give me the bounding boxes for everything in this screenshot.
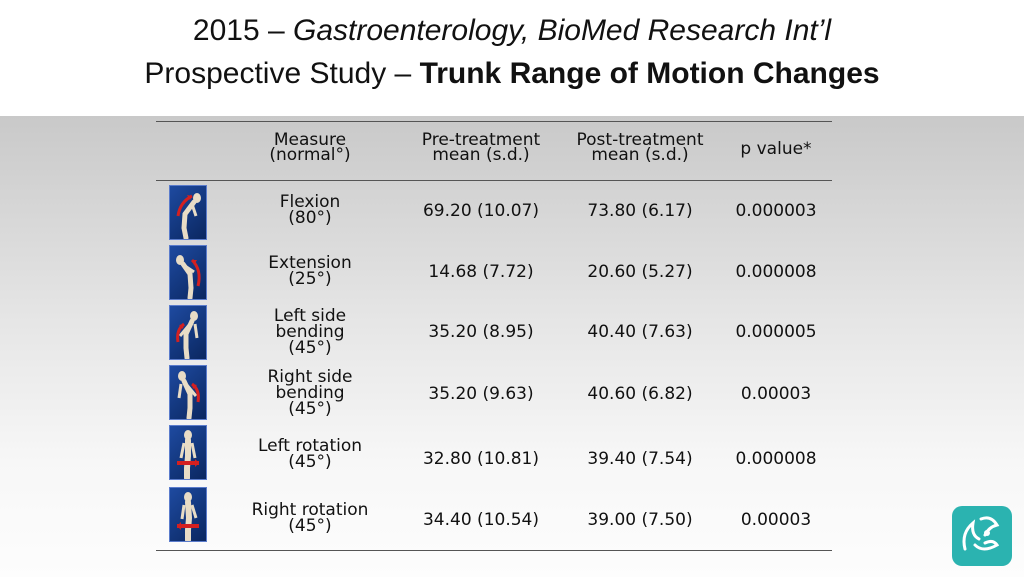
row-2-p: 0.000008 xyxy=(735,262,817,282)
table-bottom-rule xyxy=(156,550,832,551)
row-2-measure: Extension (25°) xyxy=(268,253,352,289)
row-3-p: 0.000005 xyxy=(735,322,817,342)
row-4-measure: Right side bending (45°) xyxy=(267,367,353,419)
title-band xyxy=(0,0,1024,116)
results-table xyxy=(156,121,832,551)
row-5-post: 39.40 (7.54) xyxy=(587,449,693,469)
row-1-post: 73.80 (6.17) xyxy=(587,201,693,221)
row-5-measure: Left rotation (45°) xyxy=(257,436,363,472)
row-6-pre: 34.40 (10.54) xyxy=(422,510,539,530)
row-1-pre: 69.20 (10.07) xyxy=(422,201,539,221)
brand-logo-icon xyxy=(951,505,1013,567)
right-side-bending-figure-icon xyxy=(169,365,207,420)
row-6-post: 39.00 (7.50) xyxy=(587,510,693,530)
row-6-p: 0.00003 xyxy=(740,510,812,530)
row-4-post: 40.60 (6.82) xyxy=(587,384,693,404)
row-4-p: 0.00003 xyxy=(740,384,812,404)
row-2-pre: 14.68 (7.72) xyxy=(428,262,534,282)
row-6-measure: Right rotation (45°) xyxy=(251,500,369,536)
flexion-figure-icon xyxy=(169,185,207,240)
right-rotation-figure-icon xyxy=(169,487,207,542)
row-1-measure: Flexion (80°) xyxy=(279,192,341,228)
row-4-pre: 35.20 (9.63) xyxy=(428,384,534,404)
header-p-value: p value* xyxy=(740,139,812,159)
row-1-p: 0.000003 xyxy=(735,201,817,221)
table-top-rule xyxy=(156,121,832,122)
header-post-treatment: Post-treatment mean (s.d.) xyxy=(576,130,704,165)
row-3-post: 40.40 (7.63) xyxy=(587,322,693,342)
left-side-bending-figure-icon xyxy=(169,305,207,360)
title-line-1: 2015 – Gastroenterology, BioMed Research Int’l xyxy=(192,14,832,47)
header-measure: Measure (normal°) xyxy=(269,130,351,165)
row-5-p: 0.000008 xyxy=(735,449,817,469)
table-header-rule xyxy=(156,180,832,181)
row-3-measure: Left side bending (45°) xyxy=(273,306,347,358)
row-2-post: 20.60 (5.27) xyxy=(587,262,693,282)
row-5-pre: 32.80 (10.81) xyxy=(422,449,539,469)
header-pre-treatment: Pre-treatment mean (s.d.) xyxy=(421,130,541,165)
extension-figure-icon xyxy=(169,245,207,300)
row-3-pre: 35.20 (8.95) xyxy=(428,322,534,342)
left-rotation-figure-icon xyxy=(169,425,207,480)
title-line-2: Prospective Study – Trunk Range of Motion Changes xyxy=(144,57,880,90)
